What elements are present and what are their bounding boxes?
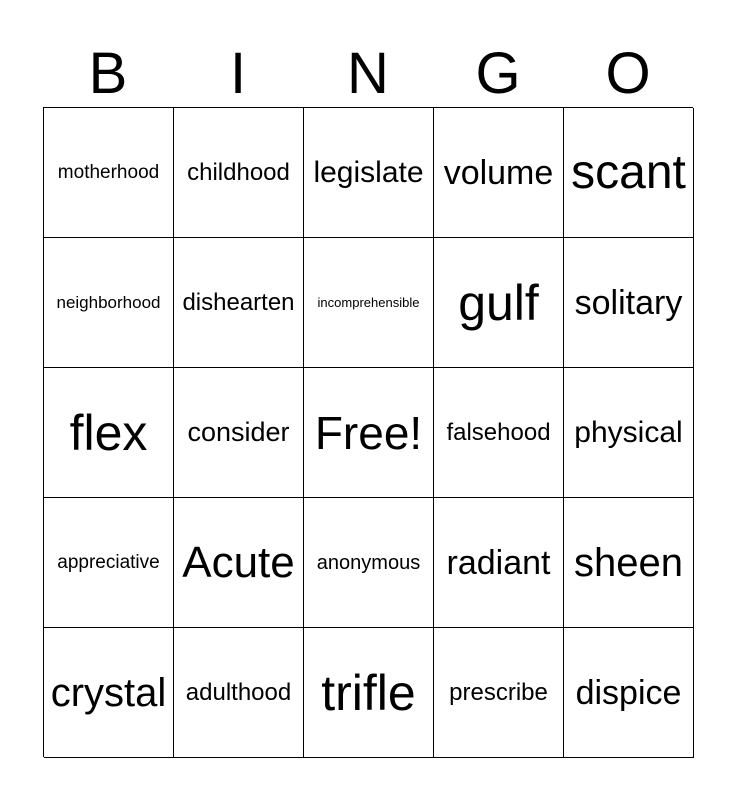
bingo-cell[interactable]: scant [564, 108, 694, 238]
bingo-board [43, 107, 693, 757]
header-letter-g: G [475, 41, 521, 106]
header-letter-n: N [347, 41, 389, 106]
bingo-cell[interactable]: adulthood [174, 628, 304, 758]
bingo-cell[interactable]: dishearten [174, 238, 304, 368]
header-letter-b: B [88, 41, 128, 106]
bingo-cell[interactable]: crystal [44, 628, 174, 758]
bingo-cell[interactable]: dispice [564, 628, 694, 758]
bingo-cell[interactable]: gulf [434, 238, 564, 368]
bingo-cell[interactable]: volume [434, 108, 564, 238]
bingo-cell[interactable]: motherhood [44, 108, 174, 238]
bingo-cell[interactable]: radiant [434, 498, 564, 628]
bingo-cell[interactable]: neighborhood [44, 238, 174, 368]
bingo-cell[interactable]: trifle [304, 628, 434, 758]
bingo-cell[interactable]: appreciative [44, 498, 174, 628]
header-letter-i: I [229, 41, 247, 106]
bingo-cell[interactable]: physical [564, 368, 694, 498]
bingo-cell[interactable]: solitary [564, 238, 694, 368]
bingo-cell[interactable]: Acute [174, 498, 304, 628]
bingo-cell[interactable]: flex [44, 368, 174, 498]
bingo-cell[interactable]: childhood [174, 108, 304, 238]
bingo-header [43, 40, 693, 108]
header-letter-o: O [605, 41, 651, 106]
bingo-cell[interactable]: falsehood [434, 368, 564, 498]
bingo-cell[interactable]: legislate [304, 108, 434, 238]
bingo-cell[interactable]: incomprehensible [304, 238, 434, 368]
bingo-cell[interactable]: anonymous [304, 498, 434, 628]
free-space-cell[interactable]: Free! [304, 368, 434, 498]
bingo-cell[interactable]: prescribe [434, 628, 564, 758]
bingo-cell[interactable]: consider [174, 368, 304, 498]
bingo-cell[interactable]: sheen [564, 498, 694, 628]
